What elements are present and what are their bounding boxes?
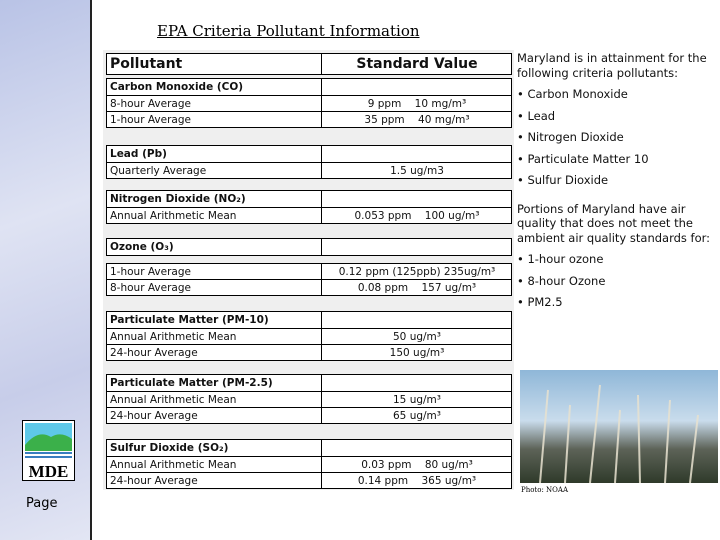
pollutant-table (103, 50, 514, 490)
table-row (106, 344, 512, 361)
table-row (106, 328, 512, 345)
averaging-period: 8-hour Average (107, 280, 322, 295)
standard-value: 0.08 ppm 157 ug/m³ (357, 281, 477, 294)
sidebar (0, 0, 90, 540)
logo-text: MDE (28, 462, 69, 480)
standard-value: 15 ug/m³ (393, 393, 441, 406)
attainment-item-label: Carbon Monoxide (527, 87, 628, 101)
averaging-period: Annual Arithmetic Mean (107, 392, 322, 407)
table-row (106, 263, 512, 280)
averaging-period: Quarterly Average (107, 163, 322, 178)
standard-value: 0.03 ppm 80 ug/m³ (361, 458, 473, 471)
pollutant-group-title (106, 374, 512, 392)
pollutant-name: Particulate Matter (PM-10) (107, 312, 322, 328)
attainment-item-label: Lead (527, 108, 556, 123)
attainment-item-label: Sulfur Dioxide (527, 173, 609, 187)
header-pollutant: Pollutant (107, 54, 322, 74)
nonattainment-item-label: PM2.5 (527, 295, 563, 309)
attainment-item-label: Particulate Matter 10 (527, 151, 649, 166)
nonattainment-item: • 1-hour ozone (517, 252, 604, 266)
averaging-period: 1-hour Average (107, 112, 322, 127)
standard-value: 0.14 ppm 365 ug/m³ (357, 474, 477, 487)
table-row (106, 456, 512, 473)
pollutant-group-title (106, 145, 512, 163)
empty-cell (323, 375, 511, 391)
table-row (106, 279, 512, 296)
pollutant-name: Lead (Pb) (107, 146, 322, 162)
empty-cell (323, 440, 511, 456)
table-row (106, 207, 512, 224)
pollutant-group-title (106, 311, 512, 329)
table-row (106, 407, 512, 424)
standard-value: 1.5 ug/m3 (390, 164, 444, 177)
nonattainment-intro: Portions of Maryland have air quality that does not meet the ambient air quality standards for: (517, 201, 711, 245)
pollutant-group-title (106, 439, 512, 457)
standard-value: 0.053 ppm 100 ug/m³ (354, 209, 480, 222)
standard-value: 0.12 ppm (125ppb) 235ug/m³ (338, 265, 496, 278)
attainment-item: • Nitrogen Dioxide (517, 130, 624, 144)
attainment-item: • Carbon Monoxide (517, 87, 628, 101)
page-label: Page (26, 496, 58, 511)
standard-value: 9 ppm 10 mg/m³ (367, 97, 467, 110)
averaging-period: 24-hour Average (107, 345, 322, 360)
attainment-item: • Particulate Matter 10 (517, 151, 649, 166)
table-row (106, 162, 512, 179)
photo-credit: Photo: NOAA (521, 486, 569, 494)
standard-value: 150 ug/m³ (389, 346, 445, 359)
pollutant-name: Nitrogen Dioxide (NO₂) (107, 191, 322, 207)
standard-value: 35 ppm 40 mg/m³ (364, 113, 470, 126)
attainment-item: • Sulfur Dioxide (517, 173, 609, 187)
averaging-period: 24-hour Average (107, 473, 322, 488)
pollutant-name: Particulate Matter (PM-2.5) (107, 375, 322, 391)
nonattainment-item-label: 8-hour Ozone (527, 273, 606, 288)
averaging-period: Annual Arithmetic Mean (107, 457, 322, 472)
table-row (106, 472, 512, 489)
nonattainment-item: • 8-hour Ozone (517, 273, 606, 288)
header-standard-value: Standard Value (356, 56, 478, 72)
pollutant-group-title (106, 78, 512, 96)
nonattainment-item: • PM2.5 (517, 295, 563, 309)
standard-value: 50 ug/m³ (393, 330, 441, 343)
pollutant-name: Ozone (O₃) (107, 239, 322, 255)
averaging-period: Annual Arithmetic Mean (107, 208, 322, 223)
averaging-period: 24-hour Average (107, 408, 322, 423)
nonattainment-item-label: 1-hour ozone (527, 252, 604, 266)
pollutant-group-title (106, 190, 512, 208)
averaging-period: 1-hour Average (107, 264, 322, 279)
pollutant-name: Carbon Monoxide (CO) (107, 79, 322, 95)
table-header (106, 53, 512, 75)
page-title: EPA Criteria Pollutant Information (157, 22, 420, 40)
empty-cell (323, 191, 511, 207)
pollutant-name: Sulfur Dioxide (SO₂) (107, 440, 322, 456)
standard-value: 65 ug/m³ (393, 409, 441, 422)
empty-cell (323, 312, 511, 328)
attainment-item-label: Nitrogen Dioxide (527, 130, 624, 144)
pollutant-group-title (106, 238, 512, 256)
empty-cell (323, 79, 511, 95)
table-row (106, 95, 512, 112)
table-row (106, 111, 512, 128)
table-row (106, 391, 512, 408)
empty-cell (323, 146, 511, 162)
grass-photo (520, 370, 718, 483)
attainment-intro: Maryland is in attainment for the following criteria pollutants: (517, 51, 707, 80)
averaging-period: Annual Arithmetic Mean (107, 329, 322, 344)
averaging-period: 8-hour Average (107, 96, 322, 111)
attainment-item: • Lead (517, 108, 556, 123)
mde-logo (22, 420, 75, 481)
attainment-text (517, 51, 712, 317)
empty-cell (323, 239, 511, 255)
